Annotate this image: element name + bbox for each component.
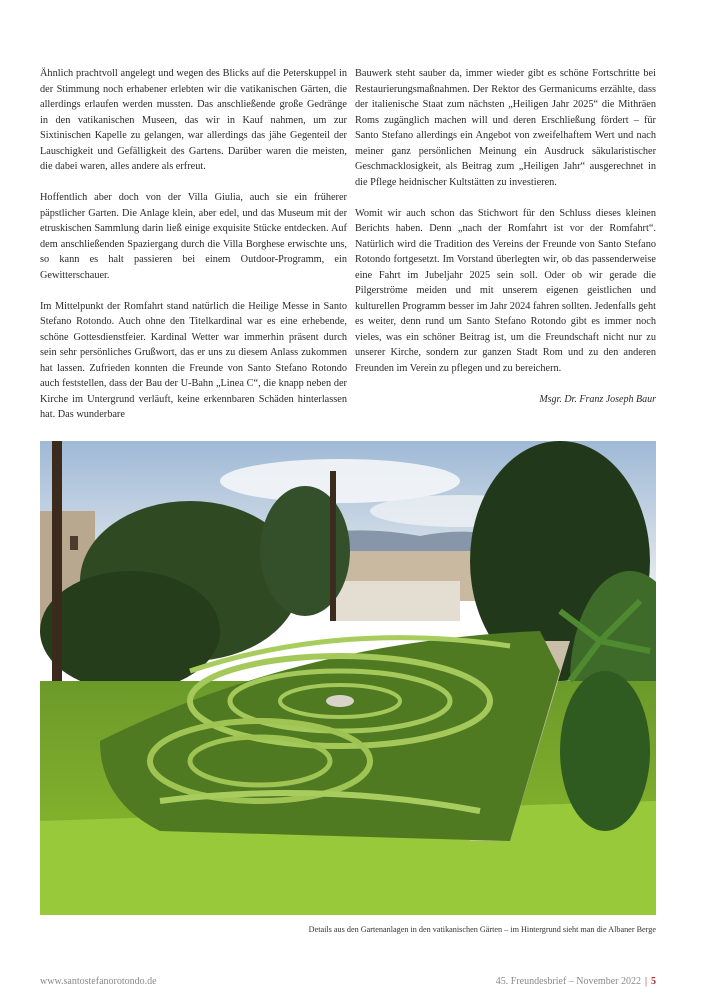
author-signature: Msgr. Dr. Franz Joseph Baur [539,393,656,405]
paragraph: Hoffentlich aber doch von der Villa Giulia, auch sie ein früherer päpstlicher Garten. Die Anlage klein, aber edel, und das Museum mit der etruskischen Sammlung darin ließ einige exquisite Stücke entdecken. Auf dem anschließenden Spaziergang durch die Villa Borghese erwischte uns, so kann es halt passieren bei einem Outdoor-Programm, ein Gewitterschauer. [40,192,347,281]
left-column [40,66,347,438]
footer-separator: | [644,976,647,987]
paragraph: Womit wir auch schon das Stichwort für den Schluss dieses kleinen Berichts haben. Denn „nach der Romfahrt ist vor der Romfahrt“. Natürlich wird die Tradition des Vereins der Freunde von Santo Stefano Rotondo fortgesetzt. Im Vorstand überlegten wir, ob das passenderweise eine Fahrt im Jubeljahr 2025 sein soll. Oder ob wir gerade die Pilgerströme meiden und mit unserem eigenen geistlichen und kulturellen Programm besser im Jahr 2024 fahren sollten. Jedenfalls geht es weiter, denn rund um Santo Stefano Rotondo gibt es immer noch vieles, was ein schöner Beitrag ist, um die Freundschaft nicht nur zu unserer Kirche, sondern zur ganzen Stadt Rom und zu den anderen Freunden im Verein zu pflegen und zu bereichern. [355,207,656,374]
paragraph: Im Mittelpunkt der Romfahrt stand natürlich die Heilige Messe in Santo Stefano Rotondo. Auch ohne den Titelkardinal war es eine erhebende, schöne Gottesdienstfeier. Kardinal Wetter war immerhin präsent durch sein sehr persönliches Grußwort, das er uns zu diesem Anlass zukommen hat lassen. Zufrieden konnten die Freunde von Santo Stefano Rotondo auch feststellen, dass der Bau der U-Bahn „Linea C“, die knapp neben der Kirche im Untergrund verläuft, keine erkennbaren Schäden hinterlassen hat. Das wunderbare [40,300,347,420]
page-number: 5 [651,976,656,987]
paragraph: Ähnlich prachtvoll angelegt und wegen des Blicks auf die Peterskuppel in der Stimmung noch erhabener erlebten wir die vatikanischen Gärten, die allerdings erlaufen werden mussten. Das anschließende große Gedränge in den vatikanischen Museen, das wir in Kauf nahmen, um zur Sixtinischen Kapelle zu gelangen, war allerdings das jähe Gegenteil der Lauschigkeit und Gefälligkeit des Gartens. Darüber waren die meisten, die dabei waren, alles andere als erfreut. [40,68,347,172]
paragraph: Bauwerk steht sauber da, immer wieder gibt es schöne Fortschritte bei Restaurierungsmaßnahmen. Der Rektor des Germanicums erzählte, dass der italienische Staat zum nächsten „Heiligen Jahr 2025“ die Mithräen Roms zugänglich machen will und deren Erschließung fördert – für Santo Stefano allerdings ein Angebot von zweifelhaftem Wert und nach meiner ganz persönlichen Meinung ein Ausdruck säkularistischer Geschmacklosigkeit, als Beitrag zum „Heiligen Jahr“ ausgerechnet in die Pflege heidnischer Kultstätten zu investieren. [355,68,656,188]
photo-caption: Details aus den Gartenanlagen in den vatikanischen Gärten – im Hintergrund sieht man die Albaner Berge [308,925,656,934]
garden-photo [40,441,656,915]
right-column [355,66,656,407]
issue-info [496,976,656,987]
website-link[interactable]: www.santostefanorotondo.de [40,976,157,987]
issue-label: 45. Freundesbrief – November 2022 [495,976,641,987]
